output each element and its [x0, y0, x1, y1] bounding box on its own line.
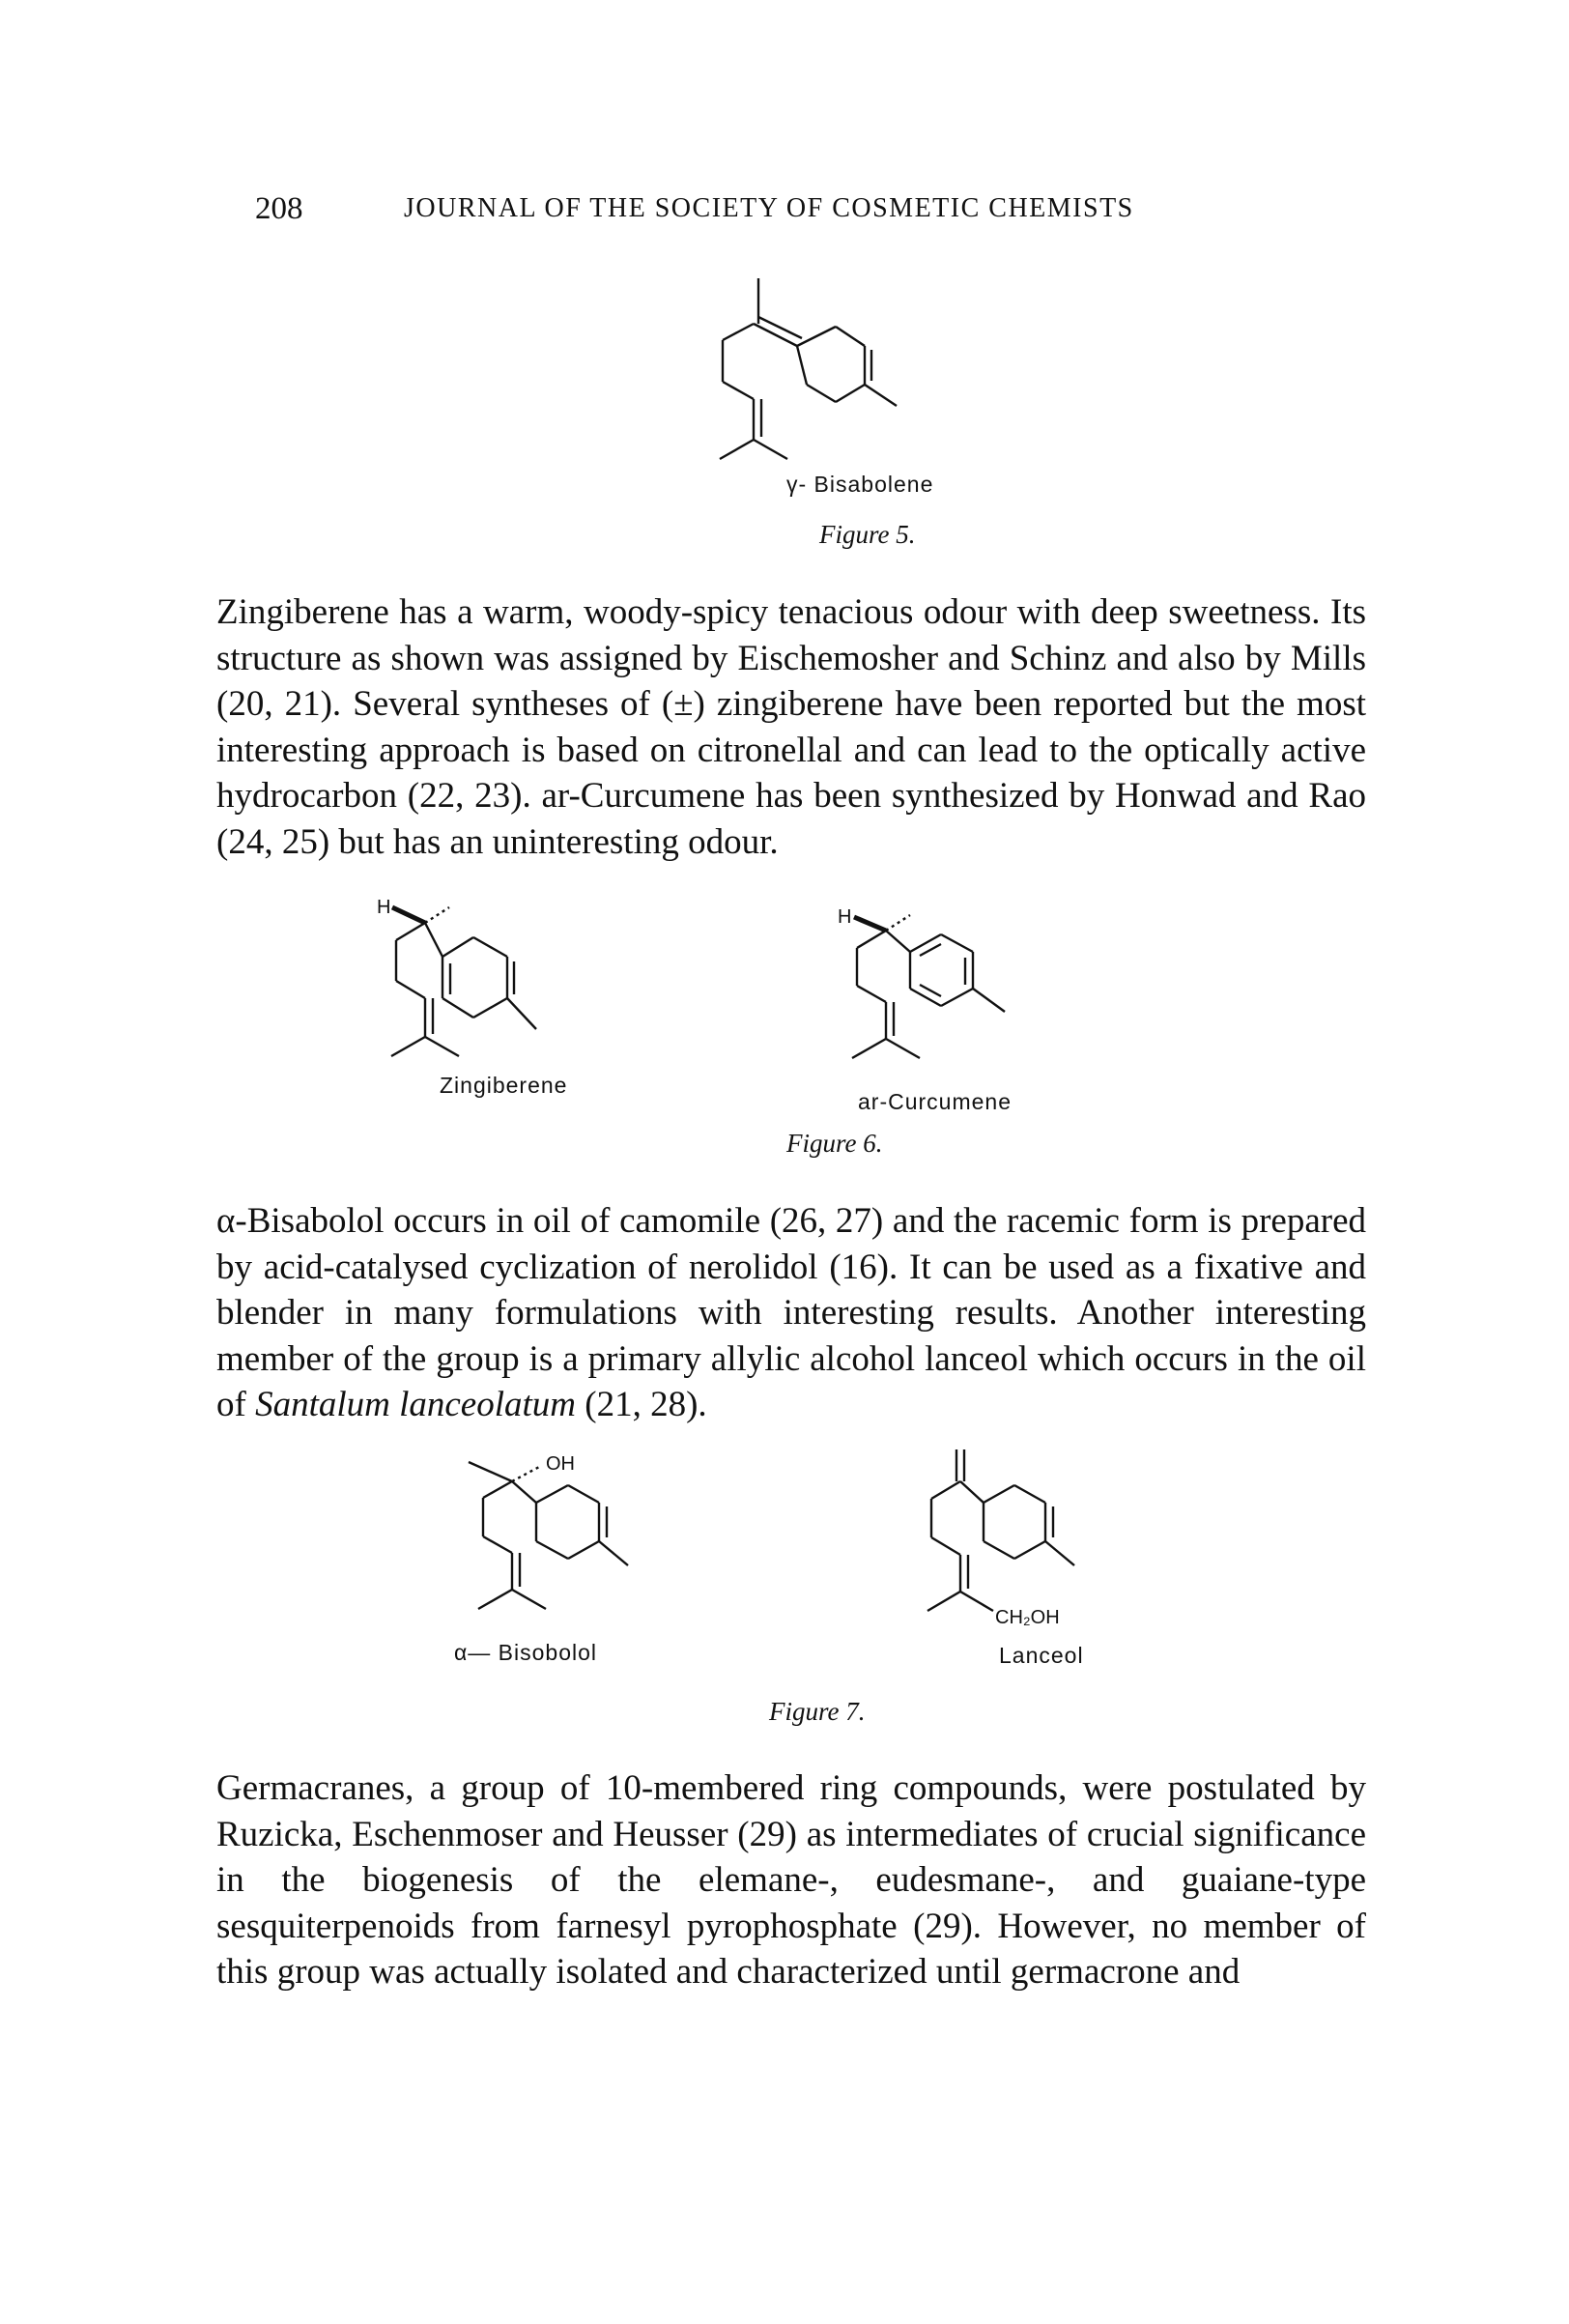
- paragraph-bisabolol: [216, 1198, 1366, 1428]
- page-number: 208: [255, 191, 303, 226]
- lanceol-ch2oh-label: CH₂OH: [995, 1607, 1060, 1628]
- paragraph-germacranes: Germacranes, a group of 10-membered ring compounds, were postulated by Ruzicka, Eschenmoser and Heusser (29) as intermediates of crucial significance in the biogenesis of the elemane-, eudesmane-, and guaiane-type sesquiterpenoids from farnesyl pyrophosphate (29). However, no member of this group was actually isolated and characterized until germacrone and: [216, 1768, 1366, 1992]
- zingiberene-h-label: H: [377, 897, 391, 918]
- alpha-bisabolol-label: α— Bisobolol: [454, 1640, 598, 1665]
- alpha-bisabolol-structure: [454, 1445, 676, 1628]
- page-header: [0, 191, 1569, 240]
- lanceol-label: Lanceol: [999, 1643, 1084, 1668]
- journal-title: JOURNAL OF THE SOCIETY OF COSMETIC CHEMISTS: [404, 193, 1134, 223]
- figure-6-caption: Figure 6.: [786, 1129, 883, 1158]
- species-name: Santalum lanceolatum: [255, 1385, 577, 1424]
- zingiberene-label: Zingiberene: [440, 1073, 568, 1098]
- zingiberene-structure: [367, 894, 609, 1077]
- lanceol-structure: [899, 1445, 1121, 1648]
- gamma-bisabolene-structure: [657, 271, 908, 464]
- figure-5-caption: Figure 5.: [819, 520, 916, 549]
- curcumene-h-label: H: [838, 906, 852, 928]
- paragraph-bisabolol-text: α-Bisabolol occurs in oil of camomile (26, 27) and the racemic form is prepared by acid-catalysed cyclization of nerolidol (16). It can be used as a fixative and blender in many formulations with interesting results. Another interesting member of the group is a primary allylic alcohol lanceol which occurs in the oil of: [216, 1201, 1366, 1424]
- gamma-bisabolene-label: γ- Bisabolene: [786, 472, 934, 497]
- paragraph-bisabolol-tail: (21, 28).: [576, 1385, 707, 1424]
- figure-7-caption: Figure 7.: [769, 1697, 866, 1726]
- paragraph-zingiberene: Zingiberene has a warm, woody-spicy tenacious odour with deep sweetness. Its structure as shown was assigned by Eischemosher and Schinz and also by Mills (20, 21). Several syntheses of (±) zingiberene have been reported but the most interesting approach is based on citronellal and can lead to the optically active hydrocarbon (22, 23). ar-Curcumene has been synthesized by Honwad and Rao (24, 25) but has an uninteresting odour.: [216, 592, 1366, 862]
- ar-curcumene-label: ar-Curcumene: [858, 1089, 1012, 1114]
- ar-curcumene-structure: [833, 894, 1074, 1077]
- bisabolol-oh-label: OH: [546, 1453, 575, 1475]
